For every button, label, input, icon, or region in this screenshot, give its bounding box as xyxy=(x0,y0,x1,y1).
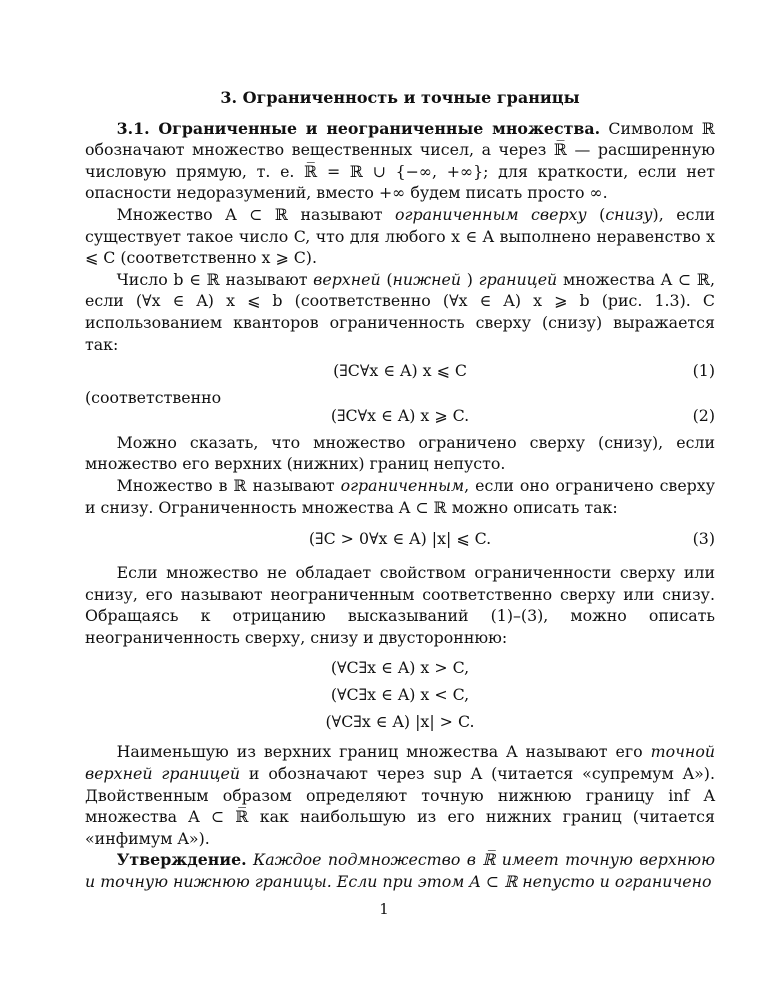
negation-formula: (∀C∃x ∈ A) x > C, xyxy=(330,658,470,678)
section-title: 3. Ограниченность и точные границы xyxy=(220,88,580,107)
term-supremum: точной верхней границей xyxy=(85,742,715,784)
negation-formula: (∀C∃x ∈ A) |x| > C. xyxy=(325,712,475,732)
equation-number: (3) xyxy=(692,529,715,549)
text-span: Множество в ℝ называют xyxy=(116,475,341,495)
text-span: и обозначают через sup A (читается «супремум A»). Двойственным образом определяют точную нижнюю границу inf A множества A ⊂ ℝ̅ как наибольшую из его нижних границ (читается «инфимум A»). xyxy=(85,764,715,848)
unbounded-paragraph: Если множество не обладает свойством ограниченности сверху или снизу, его называют неограниченным соответственно сверху или снизу. Обращаясь к отрицанию высказываний (1)–(3), можно описать неограниченность сверху, снизу и двустороннюю: xyxy=(85,563,715,647)
term-upper: верхней xyxy=(313,269,381,289)
negation-formulas xyxy=(85,654,715,735)
document-page xyxy=(85,82,715,893)
equation-number: (2) xyxy=(692,405,715,425)
nonempty-paragraph: Можно сказать, что множество ограничено сверху (снизу), если множество его верхних (нижних) границ непусто. xyxy=(85,432,715,474)
equation-3 xyxy=(85,526,715,552)
bounded-definition-paragraph xyxy=(85,204,715,269)
subsection-title: 3.1. Ограниченные и неограниченные множества. xyxy=(116,118,601,138)
term-bounded-above: ограниченным сверху xyxy=(394,204,587,224)
equation-2 xyxy=(85,403,715,429)
text-span: Число b ∈ ℝ называют xyxy=(116,269,314,289)
term-lower: нижней xyxy=(392,269,461,289)
term-below: снизу xyxy=(605,204,653,224)
text-span: ) xyxy=(461,269,479,289)
negation-formula: (∀C∃x ∈ A) x < C, xyxy=(330,685,470,705)
intro-paragraph xyxy=(85,118,715,204)
text-span: Множество A ⊂ ℝ называют xyxy=(116,204,395,224)
equation-1 xyxy=(85,358,715,384)
statement-paragraph xyxy=(85,849,715,892)
equation-formula: (∃C > 0∀x ∈ A) |x| ⩽ C. xyxy=(308,529,492,549)
supremum-paragraph xyxy=(85,741,715,849)
bound-definition-paragraph xyxy=(85,269,715,355)
equation-number: (1) xyxy=(692,361,715,381)
bounded-paragraph xyxy=(85,475,715,518)
equation-formula: (∃C∀x ∈ A) x ⩽ C xyxy=(333,361,467,381)
text-span: , если оно ограничено сверху и снизу. Ограниченность множества A ⊂ ℝ можно описать так: xyxy=(85,475,715,517)
text-span: ), если существует такое число C, что для любого x ∈ A выполнено неравенство x ⩽ C (соответственно x ⩾ C). xyxy=(85,204,716,268)
text-span: ( xyxy=(586,204,606,224)
intro-text: Символом ℝ обозначают множество вещественных чисел, а через ℝ̅ — расширенную числовую прямую, т. е. ℝ̅ = ℝ ∪ {−∞, +∞}; для краткости, если нет опасности недоразумений, вместо +∞ будем писать просто ∞. xyxy=(85,118,715,203)
page-number: 1 xyxy=(379,900,389,918)
text-span: множества A ⊂ ℝ, если (∀x ∈ A) x ⩽ b (соответственно (∀x ∈ A) x ⩾ b (рис. 1.3). С использованием кванторов ограниченность сверху (снизу) выражается так: xyxy=(85,269,715,354)
term-bounded: ограниченным xyxy=(340,475,465,495)
text-span: ( xyxy=(380,269,393,289)
statement-text: Каждое подмножество в ℝ̅ имеет точную верхнюю и точную нижнюю границы. Если при этом A ⊂ ℝ непусто и ограничено xyxy=(85,850,715,892)
equation-formula: (∃C∀x ∈ A) x ⩾ C. xyxy=(330,405,470,425)
term-bound: границей xyxy=(478,269,558,289)
statement-label: Утверждение. xyxy=(116,850,247,870)
respectively-text: (соответственно xyxy=(85,388,222,408)
text-span: Наименьшую из верхних границ множества A называют его xyxy=(116,742,651,762)
